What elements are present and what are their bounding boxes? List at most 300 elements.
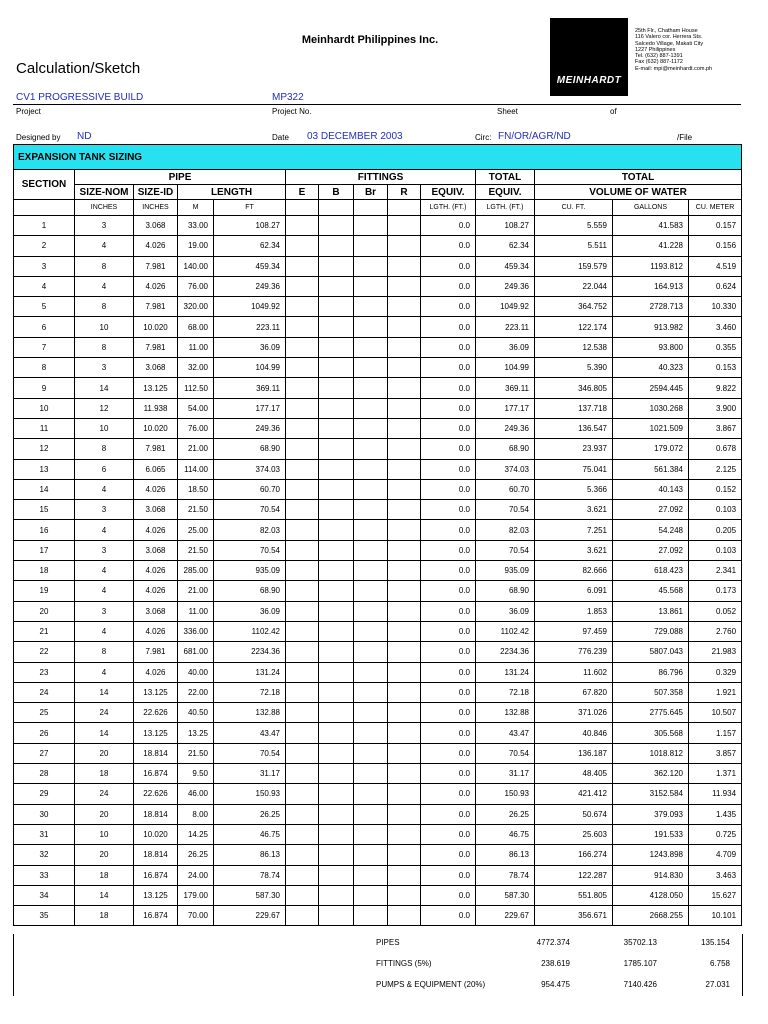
table-row: [14, 824, 742, 844]
cell-size-id: 3.068: [134, 601, 178, 621]
cell-fit-r: [388, 418, 421, 438]
circ-label: Circ:: [475, 133, 492, 142]
cell-fit-br: [354, 824, 388, 844]
table-row: [14, 723, 742, 743]
cell-cumeter: 0.156: [689, 236, 742, 256]
unit-blank: [388, 200, 421, 216]
cell-fit-e: [286, 216, 319, 236]
cell-fit-br: [354, 540, 388, 560]
cell-section: 33: [14, 865, 75, 885]
cell-size-id: 10.020: [134, 824, 178, 844]
cell-fit-b: [319, 621, 354, 641]
cell-length-m: 19.00: [178, 236, 214, 256]
table-row: [14, 378, 742, 398]
cell-cumeter: 0.103: [689, 540, 742, 560]
cell-length-m: 54.00: [178, 398, 214, 418]
table-row: [14, 662, 742, 682]
totals-gallons: 1785.107: [623, 959, 657, 968]
cell-fit-e: [286, 561, 319, 581]
cell-fit-r: [388, 642, 421, 662]
cell-cumeter: 1.371: [689, 764, 742, 784]
cell-size-id: 4.026: [134, 236, 178, 256]
cell-size-nom: 3: [75, 540, 134, 560]
cell-gallons: 362.120: [613, 764, 689, 784]
totals-label: PUMPS & EQUIPMENT (20%): [376, 980, 486, 989]
cell-fit-r: [388, 621, 421, 641]
cell-fit-r: [388, 561, 421, 581]
cell-fit-b: [319, 236, 354, 256]
cell-fit-br: [354, 642, 388, 662]
cell-gallons: 1018.812: [613, 743, 689, 763]
cell-size-id: 13.125: [134, 378, 178, 398]
totals-section: [13, 934, 743, 996]
cell-fit-b: [319, 358, 354, 378]
table-row: [14, 459, 742, 479]
cell-cuft: 159.579: [535, 256, 613, 276]
cell-fit-br: [354, 520, 388, 540]
cell-size-nom: 4: [75, 236, 134, 256]
header-fittings: FITTINGS: [286, 170, 476, 185]
cell-total-equiv: 374.03: [476, 459, 535, 479]
cell-section: 26: [14, 723, 75, 743]
cell-cuft: 421.412: [535, 784, 613, 804]
cell-fit-b: [319, 500, 354, 520]
cell-cuft: 22.044: [535, 276, 613, 296]
cell-size-nom: 4: [75, 479, 134, 499]
cell-fit-br: [354, 297, 388, 317]
cell-cuft: 97.459: [535, 621, 613, 641]
cell-cuft: 371.026: [535, 703, 613, 723]
cell-fit-e: [286, 418, 319, 438]
cell-fit-b: [319, 378, 354, 398]
address-line: 25th Flr., Chatham House: [635, 28, 698, 34]
cell-length-m: 22.00: [178, 682, 214, 702]
cell-total-equiv: 68.90: [476, 439, 535, 459]
cell-fit-e: [286, 256, 319, 276]
table-row: [14, 906, 742, 926]
totals-gallons: 7140.426: [623, 980, 657, 989]
cell-fit-b: [319, 479, 354, 499]
header-total-volume: TOTAL: [535, 170, 742, 185]
cell-length-ft: 459.34: [214, 256, 286, 276]
project-value: CV1 PROGRESSIVE BUILD: [16, 92, 144, 103]
cell-size-nom: 14: [75, 378, 134, 398]
cell-equiv: 0.0: [421, 479, 476, 499]
cell-section: 5: [14, 297, 75, 317]
cell-length-ft: 36.09: [214, 601, 286, 621]
table-row: [14, 520, 742, 540]
cell-fit-r: [388, 317, 421, 337]
cell-gallons: 1021.509: [613, 418, 689, 438]
cell-equiv: 0.0: [421, 845, 476, 865]
cell-fit-br: [354, 358, 388, 378]
cell-equiv: 0.0: [421, 276, 476, 296]
header-length: LENGTH: [178, 185, 286, 200]
cell-cumeter: 11.934: [689, 784, 742, 804]
header-e: E: [286, 185, 319, 200]
cell-fit-e: [286, 378, 319, 398]
cell-length-ft: 72.18: [214, 682, 286, 702]
cell-section: 30: [14, 804, 75, 824]
unit-m: M: [178, 200, 214, 216]
cell-size-nom: 4: [75, 581, 134, 601]
cell-fit-e: [286, 500, 319, 520]
cell-length-m: 32.00: [178, 358, 214, 378]
cell-length-ft: 70.54: [214, 743, 286, 763]
cell-equiv: 0.0: [421, 337, 476, 357]
header-b: B: [319, 185, 354, 200]
designed-by-label: Designed by: [16, 133, 61, 142]
cell-total-equiv: 86.13: [476, 845, 535, 865]
cell-gallons: 86.796: [613, 662, 689, 682]
cell-size-id: 16.874: [134, 906, 178, 926]
cell-equiv: 0.0: [421, 784, 476, 804]
cell-equiv: 0.0: [421, 885, 476, 905]
cell-gallons: 27.092: [613, 500, 689, 520]
cell-fit-r: [388, 337, 421, 357]
cell-equiv: 0.0: [421, 378, 476, 398]
cell-fit-b: [319, 662, 354, 682]
cell-equiv: 0.0: [421, 216, 476, 236]
cell-fit-e: [286, 337, 319, 357]
cell-fit-br: [354, 418, 388, 438]
cell-section: 22: [14, 642, 75, 662]
cell-size-nom: 8: [75, 337, 134, 357]
cell-cuft: 5.511: [535, 236, 613, 256]
cell-gallons: 305.568: [613, 723, 689, 743]
cell-size-id: 18.814: [134, 743, 178, 763]
cell-size-id: 4.026: [134, 276, 178, 296]
address-line: Salcedo Village, Makati City: [635, 40, 704, 47]
cell-size-nom: 8: [75, 297, 134, 317]
cell-section: 2: [14, 236, 75, 256]
cell-cumeter: 0.152: [689, 479, 742, 499]
cell-fit-r: [388, 703, 421, 723]
header-section: SECTION: [14, 170, 75, 200]
cell-section: 23: [14, 662, 75, 682]
cell-length-m: 70.00: [178, 906, 214, 926]
cell-size-id: 7.981: [134, 297, 178, 317]
cell-section: 18: [14, 561, 75, 581]
cell-fit-e: [286, 885, 319, 905]
cell-fit-b: [319, 824, 354, 844]
cell-section: 1: [14, 216, 75, 236]
cell-size-id: 13.125: [134, 682, 178, 702]
cell-total-equiv: 70.54: [476, 743, 535, 763]
cell-fit-b: [319, 317, 354, 337]
unit-lgth: LGTH. (FT.): [476, 200, 535, 216]
header-r: R: [388, 185, 421, 200]
cell-section: 29: [14, 784, 75, 804]
cell-equiv: 0.0: [421, 256, 476, 276]
cell-cumeter: 1.921: [689, 682, 742, 702]
cell-equiv: 0.0: [421, 358, 476, 378]
table-row: [14, 682, 742, 702]
cell-size-nom: 8: [75, 439, 134, 459]
unit-inches: INCHES: [75, 200, 134, 216]
cell-total-equiv: 108.27: [476, 216, 535, 236]
cell-size-id: 4.026: [134, 581, 178, 601]
cell-cumeter: 2.760: [689, 621, 742, 641]
cell-size-id: 3.068: [134, 216, 178, 236]
cell-length-ft: 26.25: [214, 804, 286, 824]
cell-equiv: 0.0: [421, 764, 476, 784]
totals-cumeter: 27.031: [705, 980, 730, 989]
cell-size-id: 11.938: [134, 398, 178, 418]
cell-fit-r: [388, 723, 421, 743]
designed-by-value: ND: [77, 131, 92, 142]
cell-fit-b: [319, 216, 354, 236]
cell-size-id: 10.020: [134, 317, 178, 337]
cell-length-ft: 1049.92: [214, 297, 286, 317]
totals-row: [14, 976, 742, 996]
cell-equiv: 0.0: [421, 662, 476, 682]
cell-length-ft: 369.11: [214, 378, 286, 398]
cell-equiv: 0.0: [421, 743, 476, 763]
project-no-label: Project No.: [272, 107, 312, 116]
cell-section: 27: [14, 743, 75, 763]
cell-fit-b: [319, 682, 354, 702]
cell-fit-r: [388, 865, 421, 885]
cell-fit-b: [319, 784, 354, 804]
cell-cuft: 122.174: [535, 317, 613, 337]
table-row: [14, 297, 742, 317]
cell-total-equiv: 78.74: [476, 865, 535, 885]
cell-length-m: 8.00: [178, 804, 214, 824]
cell-equiv: 0.0: [421, 723, 476, 743]
cell-section: 15: [14, 500, 75, 520]
cell-fit-e: [286, 662, 319, 682]
cell-length-m: 26.25: [178, 845, 214, 865]
cell-length-m: 33.00: [178, 216, 214, 236]
cell-cumeter: 3.857: [689, 743, 742, 763]
cell-size-nom: 20: [75, 743, 134, 763]
cell-fit-br: [354, 601, 388, 621]
cell-fit-b: [319, 601, 354, 621]
table-row: [14, 439, 742, 459]
cell-cuft: 6.091: [535, 581, 613, 601]
cell-section: 14: [14, 479, 75, 499]
cell-cumeter: 0.173: [689, 581, 742, 601]
cell-fit-r: [388, 398, 421, 418]
cell-section: 3: [14, 256, 75, 276]
cell-fit-br: [354, 561, 388, 581]
cell-fit-r: [388, 459, 421, 479]
project-label: Project: [16, 107, 41, 116]
cell-fit-e: [286, 621, 319, 641]
logo-text: MEINHARDT: [556, 75, 622, 86]
cell-cumeter: 0.624: [689, 276, 742, 296]
cell-fit-br: [354, 479, 388, 499]
cell-fit-r: [388, 581, 421, 601]
cell-cumeter: 1.157: [689, 723, 742, 743]
cell-fit-e: [286, 784, 319, 804]
header-equiv: EQUIV.: [421, 185, 476, 200]
cell-fit-br: [354, 236, 388, 256]
cell-length-m: 179.00: [178, 885, 214, 905]
cell-section: 4: [14, 276, 75, 296]
cell-cumeter: 15.627: [689, 885, 742, 905]
cell-fit-r: [388, 764, 421, 784]
cell-equiv: 0.0: [421, 682, 476, 702]
cell-length-ft: 70.54: [214, 540, 286, 560]
table-row: [14, 621, 742, 641]
cell-section: 9: [14, 378, 75, 398]
cell-fit-br: [354, 398, 388, 418]
cell-length-ft: 132.88: [214, 703, 286, 723]
cell-gallons: 2728.713: [613, 297, 689, 317]
cell-cumeter: 1.435: [689, 804, 742, 824]
cell-length-m: 11.00: [178, 601, 214, 621]
cell-total-equiv: 587.30: [476, 885, 535, 905]
cell-fit-br: [354, 743, 388, 763]
page-title: Calculation/Sketch: [16, 60, 141, 77]
cell-length-ft: 374.03: [214, 459, 286, 479]
table-row: [14, 865, 742, 885]
cell-fit-b: [319, 865, 354, 885]
cell-size-id: 7.981: [134, 642, 178, 662]
cell-fit-b: [319, 297, 354, 317]
cell-size-id: 3.068: [134, 540, 178, 560]
cell-fit-e: [286, 845, 319, 865]
cell-size-nom: 4: [75, 520, 134, 540]
cell-cuft: 5.559: [535, 216, 613, 236]
header-pipe: PIPE: [75, 170, 286, 185]
cell-gallons: 5807.043: [613, 642, 689, 662]
table-row: [14, 398, 742, 418]
address-line: 116 Valero cor. Herrera Sts.: [635, 34, 703, 41]
cell-cuft: 122.287: [535, 865, 613, 885]
cell-fit-r: [388, 500, 421, 520]
cell-total-equiv: 132.88: [476, 703, 535, 723]
cell-cuft: 137.718: [535, 398, 613, 418]
cell-length-m: 24.00: [178, 865, 214, 885]
table-row: [14, 358, 742, 378]
cell-fit-b: [319, 581, 354, 601]
cell-cumeter: 0.678: [689, 439, 742, 459]
cell-fit-b: [319, 540, 354, 560]
cell-size-id: 13.125: [134, 885, 178, 905]
cell-fit-br: [354, 256, 388, 276]
cell-section: 13: [14, 459, 75, 479]
cell-total-equiv: 935.09: [476, 561, 535, 581]
cell-length-ft: 43.47: [214, 723, 286, 743]
cell-gallons: 3152.584: [613, 784, 689, 804]
cell-length-m: 140.00: [178, 256, 214, 276]
cell-size-id: 6.065: [134, 459, 178, 479]
cell-length-ft: 2234.36: [214, 642, 286, 662]
cell-fit-e: [286, 317, 319, 337]
cell-size-nom: 3: [75, 216, 134, 236]
cell-fit-br: [354, 378, 388, 398]
address-line: 1227 Philippines: [635, 46, 676, 53]
cell-fit-br: [354, 703, 388, 723]
table-row: [14, 581, 742, 601]
cell-section: 6: [14, 317, 75, 337]
unit-gallons: GALLONS: [613, 200, 689, 216]
cell-section: 10: [14, 398, 75, 418]
cell-size-nom: 14: [75, 885, 134, 905]
cell-size-nom: 3: [75, 500, 134, 520]
cell-fit-br: [354, 885, 388, 905]
cell-fit-b: [319, 642, 354, 662]
table-row: [14, 216, 742, 236]
cell-fit-e: [286, 479, 319, 499]
cell-cumeter: 0.355: [689, 337, 742, 357]
cell-cuft: 12.538: [535, 337, 613, 357]
table-row: [14, 784, 742, 804]
cell-equiv: 0.0: [421, 865, 476, 885]
cell-total-equiv: 177.17: [476, 398, 535, 418]
cell-size-nom: 4: [75, 276, 134, 296]
cell-equiv: 0.0: [421, 703, 476, 723]
header-volume: VOLUME OF WATER: [535, 185, 742, 200]
cell-length-ft: 31.17: [214, 764, 286, 784]
cell-section: 31: [14, 824, 75, 844]
table-row: [14, 337, 742, 357]
cell-cumeter: 2.125: [689, 459, 742, 479]
cell-cuft: 7.251: [535, 520, 613, 540]
cell-size-id: 3.068: [134, 500, 178, 520]
table-row: [14, 561, 742, 581]
cell-total-equiv: 46.75: [476, 824, 535, 844]
cell-size-id: 3.068: [134, 358, 178, 378]
cell-section: 16: [14, 520, 75, 540]
cell-length-m: 285.00: [178, 561, 214, 581]
cell-size-nom: 4: [75, 561, 134, 581]
cell-size-nom: 8: [75, 256, 134, 276]
cell-total-equiv: 1102.42: [476, 621, 535, 641]
cell-gallons: 1030.268: [613, 398, 689, 418]
header-size-id: SIZE-ID: [134, 185, 178, 200]
cell-gallons: 41.228: [613, 236, 689, 256]
table-row: [14, 642, 742, 662]
of-label: of: [610, 107, 617, 116]
cell-gallons: 561.384: [613, 459, 689, 479]
cell-section: 17: [14, 540, 75, 560]
cell-equiv: 0.0: [421, 459, 476, 479]
cell-gallons: 729.088: [613, 621, 689, 641]
cell-cuft: 11.602: [535, 662, 613, 682]
cell-fit-b: [319, 459, 354, 479]
cell-gallons: 40.323: [613, 358, 689, 378]
cell-length-m: 114.00: [178, 459, 214, 479]
cell-gallons: 913.982: [613, 317, 689, 337]
cell-fit-br: [354, 865, 388, 885]
cell-cumeter: 0.205: [689, 520, 742, 540]
cell-fit-b: [319, 906, 354, 926]
cell-size-id: 22.626: [134, 784, 178, 804]
cell-length-ft: 60.70: [214, 479, 286, 499]
cell-fit-br: [354, 276, 388, 296]
cell-fit-b: [319, 764, 354, 784]
cell-length-ft: 229.67: [214, 906, 286, 926]
cell-cumeter: 0.329: [689, 662, 742, 682]
cell-section: 19: [14, 581, 75, 601]
cell-fit-e: [286, 723, 319, 743]
cell-section: 8: [14, 358, 75, 378]
cell-fit-e: [286, 906, 319, 926]
cell-cuft: 356.671: [535, 906, 613, 926]
table-body: [14, 216, 742, 926]
cell-length-ft: 68.90: [214, 439, 286, 459]
cell-total-equiv: 36.09: [476, 337, 535, 357]
cell-length-ft: 223.11: [214, 317, 286, 337]
cell-size-id: 4.026: [134, 621, 178, 641]
cell-cuft: 5.366: [535, 479, 613, 499]
cell-section: 25: [14, 703, 75, 723]
cell-equiv: 0.0: [421, 540, 476, 560]
